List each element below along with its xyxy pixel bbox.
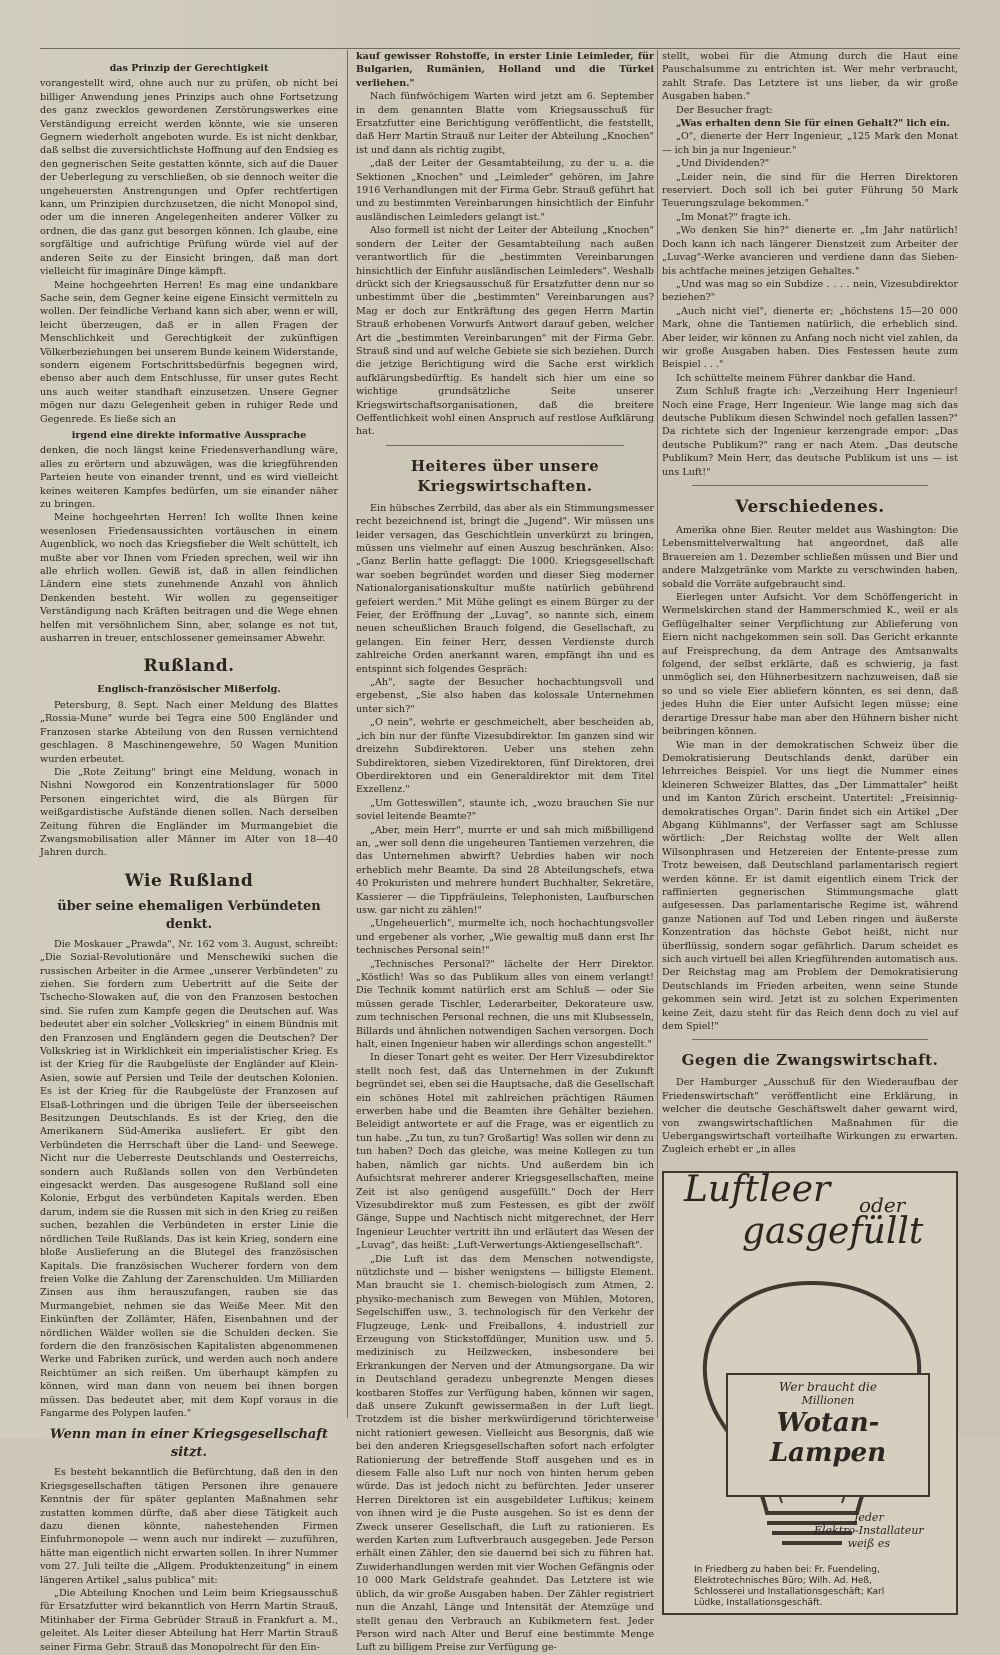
ad-footer-line: Elektrotechnisches Büro; Wilh. Ad. Heß, [694,1575,873,1586]
top-rule [40,48,960,49]
ad-footer [694,1565,884,1609]
article-heading: Wie Rußland [124,870,254,891]
paragraph: Nach fünfwöchigem Warten wird jetzt am 6. September in dem genannten Blatte vom Kriegsausschuß für Ersatzfutter eine Berichtigung veröffentlicht, die feststellt, daß Herr Martin Strauß nur Leiter der Abteilung „Knochen" ist und dann als richtig zugibt, [356,91,654,156]
paragraph: Es besteht bekanntlich die Befürchtung, daß den in den Kriegsgesellschaften tätigen Personen ihre genauere Kenntnis der für später geplanten Maßnahmen sehr zustatten kommen dürfte, daß aber diese Tätigkeit auch dazu dienen könnte, nahestehenden Firmen Einfuhrmonopole — wenn auch nur indirekt — zuzuführen, hätte man eigentlich nicht erwarten sollen. In ihrer Nummer vom 27. Juli teilte die „Allgem. Produktenzeitung" in einem längeren Artikel „salus publica" mit: [40,1467,338,1586]
ad-box-brand: Lampen [769,1437,887,1468]
paragraph: denken, die noch längst keine Friedensverhandlung wäre, alles zu erörtern und abzuwägen, was die kriegführenden Parteien heute von einander trennt, und es wird vielleicht keines weiteren Kampfes bedürfen, um sie einander näher zu bringen. [40,445,338,510]
paragraph: Ein hübsches Zerrbild, das aber als ein Stimmungsmesser recht bezeichnend ist, bringt die „Jugend". Wir müssen uns leider versagen, das Geschichtlein unverkürzt zu bringen, müssen uns vielmehr auf einen Auszug beschränken. Also: „Ganz Berlin hatte geflaggt: Die 1000. Kriegsgesellschaft war soeben begründet worden und dieser Sieg moderner Nationalorganisationskultur mußte natürlich gebührend gefeiert werden." Mit Mühe gelingt es einem Bürger zu der Feier, der Eröffnung der „Luvag", so nannte sich, einem neuen scheußlichen Brauch folgend, die Gesellschaft, zu gelangen. Ein feiner Herr, dessen Verdienste durch zahlreiche Orden anerkannt waren, empfängt ihn und es entspinnt sich folgendes Gespräch: [356,502,654,675]
paragraph: In dieser Tonart geht es weiter. Der Herr Vizesubdirektor stellt noch fest, daß das Unternehmen in der Zukunft begründet sei, eben sei die Hauptsache, daß die Gesellschaft ein schönes Hotel mit zahlreichen prächtigen Räumen erwerben habe und die Beamten ihre Gehälter beziehen. Beleidigt antwortete er auf die Frage, was er eigentlich zu tun habe. „Zu tun, zu tun? Großartig! Was sollen wir denn zu tun haben? Doch das gleiche, was meine Kollegen zu tun haben, nämlich gar nichts. Und außerdem bin ich Aufsichtsrat mehrerer anderer Kriegsgesellschaften, meine Zeit ist also genügend ausgefüllt." Doch der Herr Vizesubdirektor muß zum Festessen, es gibt der zwölf Gänge, Suppe und Nachtisch nicht mitgerechnet, der Herr Ingenieur Leuchter vertritt ihn und erläutert das Wesen der „Luvag", das heißt: „Luft-Verwertungs-Aktiengesellschaft". [356,1052,654,1252]
paragraph: vorangestellt wird, ohne auch nur zu prüfen, ob nicht bei billiger Anwendung jenes Prinzips auch ohne Fortsetzung des ganz zwecklos gewordenen Zerstörungswerkes eine Verständigung erreicht werden könnte, wie sie unseren Gegnern wiederholt angeboten wurde. Es ist nicht denkbar, daß selbst die zuversichtlichste Hoffnung auf den Endsieg es den gegnerischen Seite gestatten könnte, sich auf die Dauer der Ueberlegung zu verschließen, ob sie dennoch weiter die ungeheuersten Anstrengungen und Opfer rechtfertigen kann, um Prinzipien durchzusetzen, die nicht Monopol sind, oder um die inneren Angelegenheiten anderer Völker zu ordnen, die das ganz gut besorgen können. Ich glaube, eine sorgfältige und aufrichtige Prüfung würde viel auf der anderen Seite zu der Einsicht bringen, daß man dort vielleicht für imaginäre Dinge kämpft. [40,78,338,278]
ad-box-line: Millionen [801,1394,855,1408]
paragraph: „Um Gotteswillen", staunte ich, „wozu brauchen Sie nur soviel leitende Beamte?" [356,797,654,823]
paragraph: „Auch nicht viel", dienerte er; „höchstens 15—20 000 Mark, ohne die Tantiemen natürlich, die erheblich sind. Aber leider, wir können zu Anfang noch nicht viel zahlen, da wir große Ausgaben haben. Dies Festessen heute zum Beispiel . . ." [662,305,958,371]
paragraph: „Und was mag so ein Subdize . . . . nein, Vizesubdirektor beziehen?" [662,278,958,304]
paragraph: stellt, wobei für die Atmung durch die Haut eine Pauschalsumme zu entrichten ist. Wer mehr verbraucht, zahlt Strafe. Das Letztere ist uns lieber, da wir große Ausgaben haben." [662,51,958,103]
paragraph: „Ah", sagte der Besucher hochachtungsvoll und ergebenst, „Sie also haben das kolossale Unternehmen unter sich?" [356,677,654,715]
ad-footer-line: Schlosserei und Installationsgeschäft; Karl [694,1586,885,1597]
paragraph: „Im Monat?" fragte ich. [676,211,792,223]
column-3 [662,50,958,1608]
paragraph: „Leider nein, die sind für die Herren Direktoren reserviert. Doch soll ich bei guter Führung 50 Mark Teuerungszulage bekommen." [662,171,958,210]
paragraph: „Aber, mein Herr", murrte er und sah mich mißbilligend an, „wer soll denn die ungeheuren Tantiemen verzehren, die das Unternehmen abwirft? Uebrdies haben wir noch erheblich mehr Beamte. Da sind 28 Abteilungschefs, etwa 40 Prokuristen und mehrere hundert Buchhalter, Sekretäre, Kassierer — die Tippfräuleins, Telephonisten, Laufburschen usw. gar nicht zu zählen!" [356,824,654,916]
column-rule [347,50,348,1418]
column-2 [356,50,654,1654]
paragraph: kauf gewisser Rohstoffe, in erster Linie Leimleder, für Bulgarien, Rumänien, Holland und die Türkei verliehen." [356,51,654,89]
ad-installer-note [814,1511,924,1550]
article-heading: Verschiedenes. [735,497,885,517]
ad-installer-line: Elektro-Installateur [814,1523,924,1537]
paragraph: „Wo denken Sie hin?" dienerte er. „Im Jahr natürlich! Doch kann ich nach längerer Dienstzeit zum Arbeiter der „Luvag"-Werke avancieren und verdiene dann das Sieben- bis achtfache meines jetzigen Gehaltes." [662,225,958,277]
paragraph: „Technisches Personal?" lächelte der Herr Direktor. „Köstlich! Was so das Publikum alles von einem verlangt! Die Technik kommt natürlich erst am Schluß — oder Sie müssen gerade Tischler, Lederarbeiter, Dekorateure usw. zum technischen Personal rechnen, die uns mit Klubsesseln, Billards und ähnlichen notwendigen Sachen versorgen. Doch halt, einen Ingenieur haben wir allerdings schon angestellt." [356,958,654,1051]
article-heading: Heiteres über unsere Kriegswirtschaften. [410,456,600,495]
subheading: Englisch-französischer Mißerfolg. [97,684,281,696]
paragraph: Zum Schluß fragte ich: „Verzeihung Herr Ingenieur! Noch eine Frage, Herr Ingenieur. Wie lange mag sich das deutsche Publikum diesen Schwindel noch gefallen lassen?" Da richtete sich der Ingenieur kerzengrade empor: „Das deutsche Publikum?" rang er nach Atem. „Das deutsche Publikum? Mein Herr, das deutsche Publikum ist uns — ist uns Luft!" [662,386,958,478]
separator [692,485,928,486]
ad-box-brand: Wotan- [776,1407,880,1438]
subheading: irgend eine direkte informative Aussprache [71,429,307,441]
paragraph: „Ungeheuerlich", murmelte ich, noch hochachtungsvoller und ergebener als vorher, „Wie gewaltig muß dann erst Ihr technisches Personal sein!" [356,918,654,957]
article-heading: Rußland. [143,656,235,677]
paragraph: „Und Dividenden?" [676,158,770,170]
paragraph: Amerika ohne Bier. Reuter meldet aus Washington: Die Lebensmittelverwaltung hat angeordnet, daß alle Brauereien am 1. Dezember schließen müssen und Bier und andere Malzgetränke vom Markte zu verschwinden haben, sobald die Vorräte aufgebraucht sind. [662,525,958,590]
column-1 [40,50,338,1653]
article-heading: über seine ehemaligen Verbündeten denkt. [57,898,321,932]
paragraph: Petersburg, 8. Sept. Nach einer Meldung des Blattes „Rossia-Mune" wurde bei Tegra eine 500 Engländer und Franzosen starke Abteilung von den Russen vernichtend geschlagen. 8 Maschinengewehre, 50 Wagen Munition wurden erbeutet. [40,699,338,765]
ad-message-box [726,1373,930,1497]
ad-installer-line: Jeder [853,1510,884,1524]
paragraph: Die „Rote Zeitung" bringt eine Meldung, wonach in Nishni Nowgorod ein Konzentrationslager für 5000 Personen eingerichtet wird, die als Bürgen für weißgardistische Aufstände dienen sollen. Nach derselben Zeitung führen die Engländer im Murmangebiet die Zwangsmobilisation aller Männer im Alter von 18—40 Jahren durch. [40,766,338,859]
paragraph: Der Hamburger „Ausschuß für den Wiederaufbau der Friedenswirtschaft" veröffentlicht eine Erklärung, in welcher die deutsche Geschäftswelt daher gewarnt wird, von zwangswirtschaftlichen Maßnahmen für die Uebergangswirtschaft vorteilhafte Wirkungen zu erwarten. Zugleich erhebt er „in alles [662,1077,958,1156]
paragraph: Ich schüttelte meinem Führer dankbar die Hand. [676,372,916,384]
paragraph: „O", dienerte der Herr Ingenieur, „125 Mark den Monat — ich bin ja nur Ingenieur." [662,131,958,156]
paragraph: „daß der Leiter der Gesamtabteilung, zu der u. a. die Sektionen „Knochen" und „Leimleder" gehören, im Jahre 1916 Verhandlungen mit der Firma Gebr. Strauß geführt hat und zu bestimmten Vereinbarungen hinsichtlich der Einfuhr ausländischen Leimleders gelangt ist." [356,158,654,223]
column-rule [657,50,658,1418]
advertisement-wotan-lampen [662,1168,958,1615]
ad-installer-line: weiß es [847,1536,891,1550]
separator [692,1039,928,1040]
paragraph: „Die Luft ist das dem Menschen notwendigste, nützlichste und — bisher wenigstens — billigste Element. Man braucht sie 1. chemisch-biologisch zum Atmen, 2. physiko-mechanisch zum Bewegen von Mühlen, Motoren, Segelschiffen usw., 3. technologisch für den Verkehr der Flugzeuge, Lenk- und Freiballons, 4. industriell zur Erzeugung von Stickstoffdünger, Munition usw. und 5. medizinisch zu Heilzwecken, insbesondere bei Erkrankungen der Nerven und der Atmungsorgane. Da wir in Deutschland geradezu unbegrenzte Mengen dieses kostbaren Stoffes zur Verfügung haben, können wir sagen, daß unsere Zukunft gewissermaßen in der Luft liegt. Trotzdem ist die bisher merkwürdigerund törichterweise nicht rationiert gewesen. Vielleicht aus Besorgnis, daß wie bei den anderen Kriegsgesellschaften sofort nach erfolgter Rationierung der betreffende Stoff ausgehen und es in diesem Falle also Luft nur noch von hinten herum geben würde. Das ist jedoch nicht zu befürchten. Jeder unserer Herren Direktoren ist ein ausgebildeter Luftikus; keinem von ihnen wird je die Puste ausgehen. So ist es denn der Zweck unserer Gesellschaft, die Luft zu rationieren. Es werden Karten zum Luftverbrauch ausgegeben. Jede Person erhält einen Zähler, den sie dauernd bei sich zu führen hat. Zuwiderhandlungen werden mit vier Wochen Gefängnis oder 10 000 Mark Geldstrafe geahndet. Das Letztere ist wie üblich, da wir große Ausgaben haben. Der Zähler registriert nun die Anzahl, Länge und Intensität der Atemzüge und stellt genau den Verbrauch an Kubikmetern fest. Jeder Person wird nach Alter und Beruf eine bestimmte Menge Luft zu billigem Preise zur Verfügung ge- [356,1253,654,1654]
separator [386,445,624,446]
paragraph: „Die Abteilung Knochen und Leim beim Kriegsausschuß für Ersatzfutter wird bekanntlich von Herrn Martin Strauß, Mitinhaber der Firma Gebrüder Strauß in Frankfurt a. M., geleitet. Als Leiter dieser Abteilung hat Herr Martin Strauß seiner Firma Gebr. Strauß das Monopolrecht für den Ein- [40,1588,338,1653]
top-heading: das Prinzip der Gerechtigkeit [109,63,269,74]
paragraph: Der Besucher fragt: [676,104,773,116]
ad-title-oder: oder [859,1192,906,1217]
ad-box-line: Wer braucht die [778,1379,877,1394]
paragraph: Die Moskauer „Prawda", Nr. 162 vom 3. August, schreibt: „Die Sozial-Revolutionäre und Menschewiki suchen die russischen Arbeiter in die Armee „unserer Verbündeten" zu ziehen. Sie fordern zum Uebertritt auf die Seite der Tschecho-Slowaken auf, die von den Franzosen bestochen sind. Sie rufen zum Kampfe gegen die Deutschen auf. Was bedeutet aber ein solcher „Volkskrieg" in einem Bündnis mit den Franzosen und Engländern gegen die Deutschen? Der Volkskrieg ist in Wirklichkeit ein imperialistischer Krieg. Es ist der Krieg für die Raubgelüste der Engländer auf Klein-Asien, sowie auf Persien und Teile der deutschen Kolonien. Es ist der Krieg für die Raubgelüste der Franzosen auf Elsaß-Lothringen und die übrigen Teile der überseeischen Besitzungen Deutschlands. Es ist der Krieg, den die Amerikanern Süd-Amerika ausliefert. Er gibt den Verbündeten die Herrschaft über die Land- und Seewege. Nicht nur die Ueberreste Deutschlands und Oesterreichs, sondern auch Rußlands sollen von den Verbündeten eingesackt werden. Das ausgesogene Rußland soll eine Kolonie, Erbgut des verbündeten Kapitals werden. Eben darum, indem sie die Russen mit sich in den Krieg zu reißen suchen, bezahlen die Verbündeten in erster Linie die nördlichen Teile Rußlands. Das ist kein Krieg, sondern eine bloße Auslieferung an die Blutegel des französischen Kapitals. Die französischen Wucherer fordern von dem freien Volke die Zahlung der Zarenschulden. Um Milliarden Zinsen aus ihm herauszufangen, rauben sie das Murmangebiet, nehmen sie das Weiße Meer. Mit den Einkünften der Zollämter, Häfen, Eisenbahnen und der nördlichen Wälder wollen sie die Schulden decken. Sie fordern die den französischen Kapitalisten abgenommenen Werke und Fabriken zurück, und werden auch noch andere Reichtümer an sich reißen. Um überhaupt kämpfen zu können, wird man dann von neuem bei ihnen borgen müssen. Das bedeutet aber, mit dem Kopf voraus in die Fangarme des Polypen laufen." [40,938,338,1419]
paragraph: „O nein", wehrte er geschmeichelt, aber bescheiden ab, „ich bin nur der fünfte Vizesubdirektor. Im ganzen sind wir dreizehn Subdirektoren. Ueber uns stehen zehn Subdirektoren, sieben Vizedirektoren, fünf Direktoren, drei Oberdirektoren und ein Generaldirektor mit dem Titel Exzellenz." [356,717,654,796]
ad-title-gasgefuellt: gasgefüllt [742,1210,924,1252]
ad-title-luftleer: Luftleer [684,1168,831,1210]
paragraph: Eierlegen unter Aufsicht. Vor dem Schöffengericht in Wermelskirchen stand der Hammerschmied K., weil er als Geflügelhalter seiner Verpflichtung zur Ablieferung von Eiern nicht nachgekommen sein soll. Das Gericht erkannte auf Freisprechung, da dem Antrage des Amtsanwalts folgend, der selbst erklärte, daß es schwierig, ja fast unmöglich sei, den Hühnerbesitzern nachzuweisen, daß sie so und so viele Eier abliefern könnten, es sei denn, daß jedes Huhn die Eier unter Aufsicht legen müsse; eine derartige Dressur habe man aber den Hühnern bisher nicht beibringen können. [662,592,958,738]
paragraph: Wie man in der demokratischen Schweiz über die Demokratisierung Deutschlands denkt, darüber ein lehrreiches Beispiel. Vor uns liegt die Nummer eines kleineren Schweizer Blattes, das „Der Limmattaler" heißt und im Kanton Zürich erscheint. Untertitel: „Freisinnig-demokratisches Organ". Darin findet sich ein Artikel „Der Abgang Kühlmanns", der Verfasser sagt am Schlusse wörtlich: „Der Reichstag wollte der Welt allen Wilsonphrasen und Hetzereien der Entente-presse zum Trotz beweisen, daß Deutschland parlamentarisch regiert werden könne. Er ist damit eigentlich einem Trick der raffinierten gegnerischen Stimmungsmache glatt aufgesessen. Das parlamentarische Regime ist, während ganze Nationen auf Tod und Leben ringen und äußerste Konzentration das höchste Gebot heißt, nicht nur überflüssig, sondern sogar gefährlich. Darum scheidet es sich auch virtuell bei allen Kriegführenden automatisch aus. Der Reichstag mag am Problem der Demokratisierung Deutschlands im Frieden arbeiten, wenn seine Stunde gekommen sein wird. Jetzt ist zu solchen Experimenten keine Zeit, dazu steht für das Reich denn doch zu viel auf dem Spiel!" [662,739,958,1033]
ad-footer-line: In Friedberg zu haben bei: Fr. Fuendeling, [694,1564,880,1575]
paragraph: Also formell ist nicht der Leiter der Abteilung „Knochen" sondern der Leiter der Gesamtabteilung nach außen verantwortlich für die „bestimmten Vereinbarungen hinsichtlich der Einfuhr ausländischen Leimleders". Weshalb drückt sich der Kriegsausschuß für Ersatzfutter denn nur so unbestimmt über die „bestimmten" Vereinbarungen aus? Mag er doch zur Entkräftung des gegen Herrn Martin Strauß erhobenen Vorwurfs Antwort darauf geben, welcher Art die „bestimmten Vereinbarungen" mit der Firma Gebr. Strauß sind und auf welche Gebiete sie sich beziehen. Durch die jetzige Berichtigung wird die Sache erst wirklich aufklärungsbedürftig. Es handelt sich hier um eine so wichtige grundsätzliche Seite unserer Kriegswirtschaftsorganisationen, daß die breitere Oeffentlichkeit wohl einen Anspruch auf restlose Aufklärung hat. [356,225,654,438]
article-heading: Gegen die Zwangswirtschaft. [681,1051,939,1070]
paragraph: „Was erhalten denn Sie für einen Gehalt?" lich ein. [676,118,950,130]
ad-footer-line: Lüdke, Installationsgeschäft. [694,1597,823,1608]
paragraph: Meine hochgeehrten Herren! Es mag eine undankbare Sache sein, dem Gegner keine eigene Einsicht vermitteln zu wollen. Der feindliche Verband kann sich aber, wenn er will, leicht überzeugen, daß er in allen Fragen der Menschlichkeit und Gerechtigkeit der zukünftigen Völkerbeziehungen bei unserem Bunde keinem Widerstande, sondern eigenem Fortschrittsbedürfnis begegnen wird, ebenso aber auch dem Entschlusse, für unser gutes Recht uns auch weiter standhaft einzusetzen. Unsere Gegner mögen nur dazu Gelegenheit geben in ruhiger Rede und Gegenrede. Es ließe sich an [40,279,338,425]
paragraph: Meine hochgeehrten Herren! Ich wollte Ihnen keine wesenlosen Friedensaussichten vortäuschen in einem Augenblick, wo noch das Kriegsfieber die Welt schüttelt, ich mußte aber vor Ihnen vom Frieden sprechen, weil wir ihn alle ehrlich wollen. Gewiß ist, daß in allen feindlichen Ländern eine stets zunehmende Anzahl von ähnlich Denkenden besteht. Wir wollen zu gegenseitiger Verständigung nach Kräften beitragen und die Wege ehnen helfen mit versöhnlichem Sinn, aber, solange es not tut, ausharren in treuer, entschlossener gemeinsamer Abwehr. [40,512,338,645]
article-heading: Wenn man in einer Kriegsgesellschaft sitzt. [50,1427,328,1461]
